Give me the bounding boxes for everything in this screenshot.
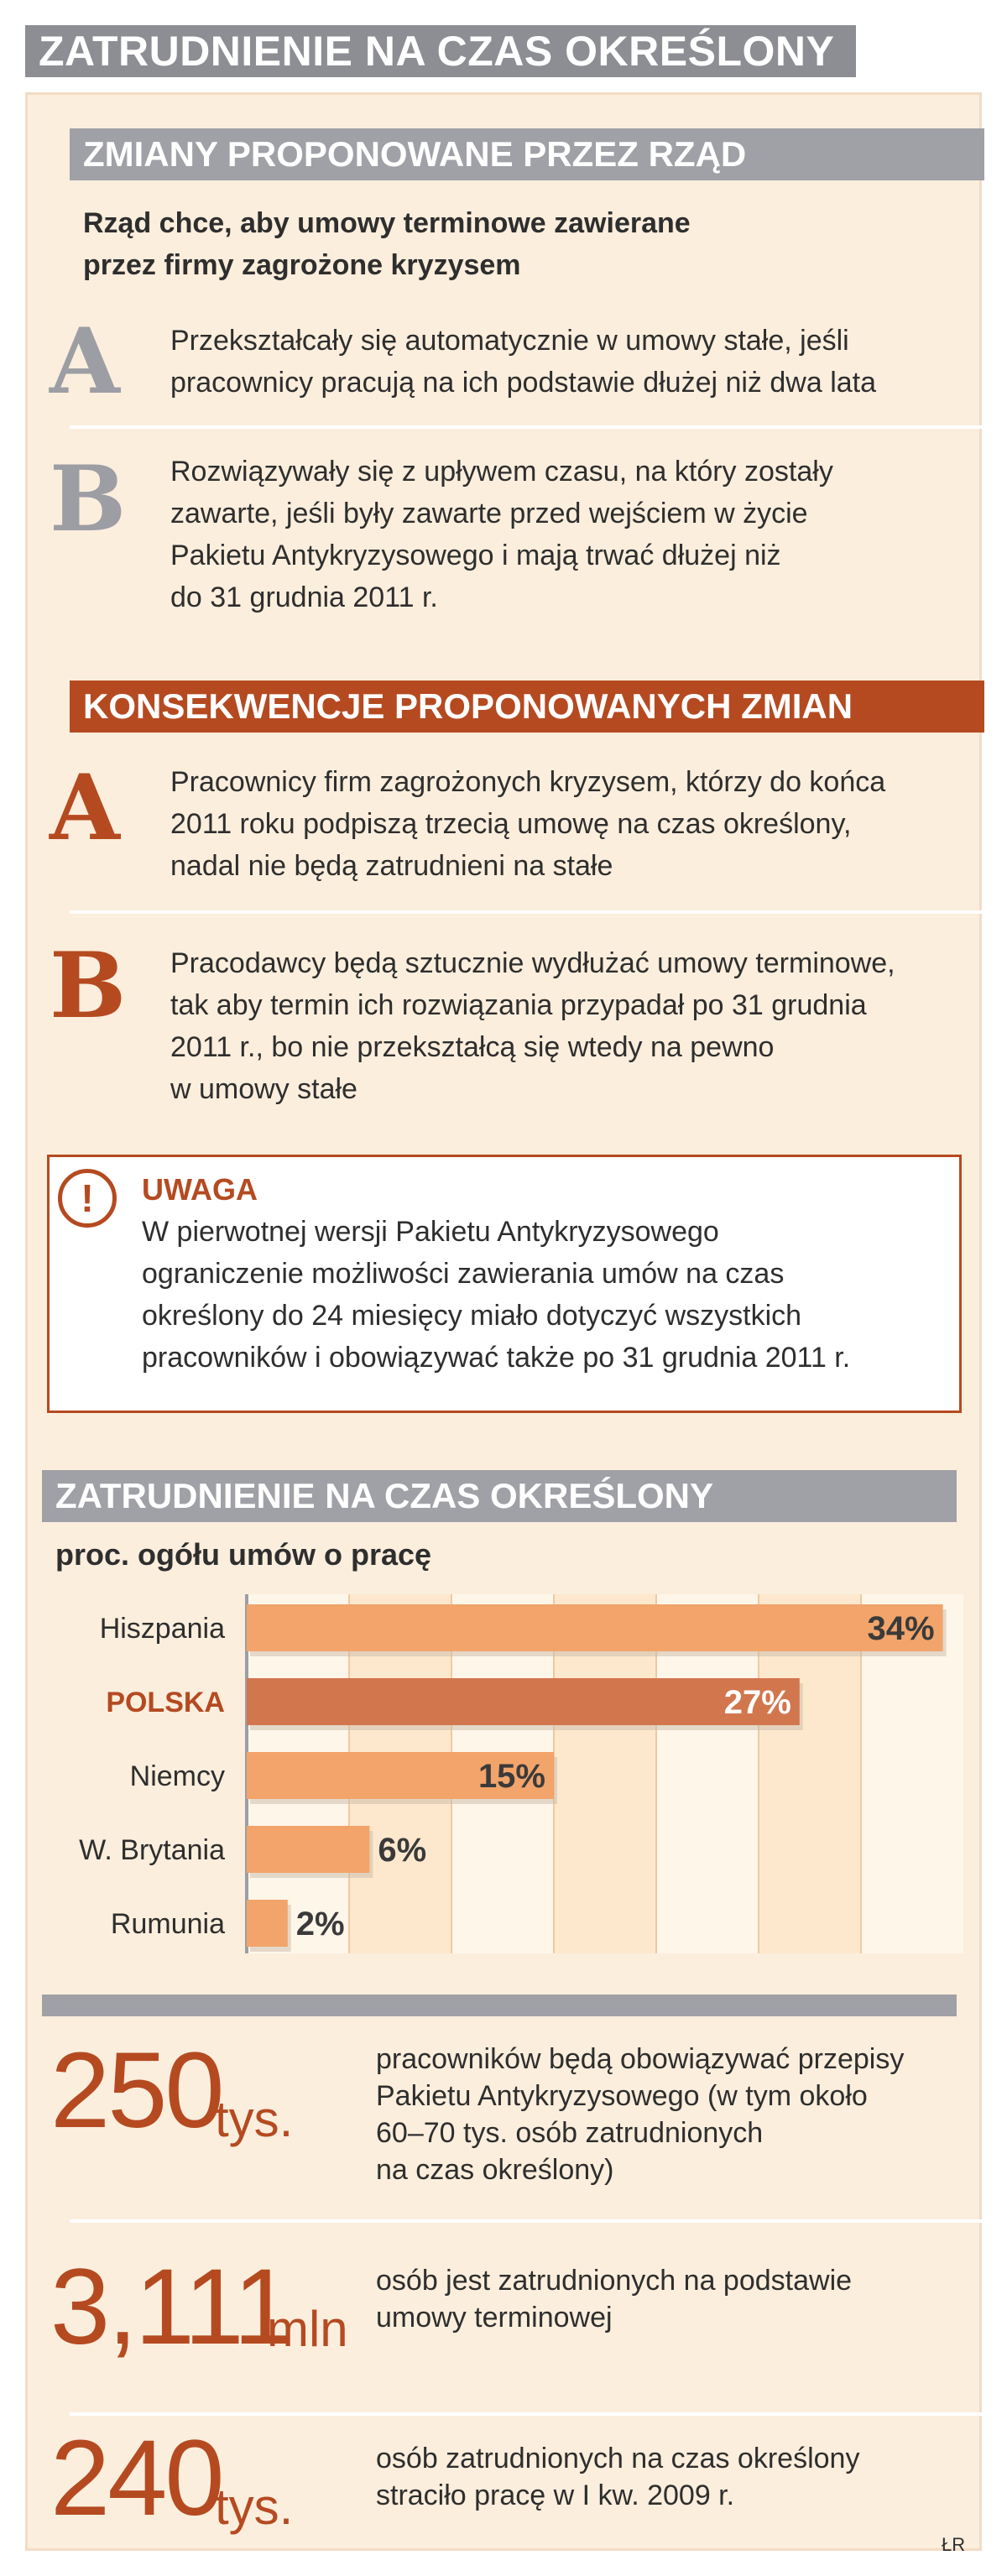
- category-label: Rumunia: [110, 1908, 225, 1940]
- item-line: w umowy stałe: [170, 1073, 357, 1105]
- item-line: Rozwiązywały się z upływem czasu, na który zostały: [170, 456, 833, 488]
- item-line: Przekształcały się automatycznie w umowy stałe, jeśli: [170, 325, 849, 357]
- note-line: pracowników i obowiązywać także po 31 grudnia 2011 r.: [142, 1342, 851, 1374]
- item-line: Pakietu Antykryzysowego i mają trwać dłużej niż: [170, 540, 781, 571]
- bar: [247, 1604, 943, 1651]
- chart-subtitle: proc. ogółu umów o pracę: [55, 1537, 432, 1572]
- value-label: 27%: [723, 1684, 791, 1721]
- item-line: nadal nie będą zatrudnieni na stałe: [170, 850, 613, 882]
- category-label: Niemcy: [129, 1760, 225, 1792]
- section-heading-consequences: KONSEKWENCJE PROPONOWANYCH ZMIAN: [70, 681, 984, 733]
- stat-description: [376, 2262, 963, 2336]
- note-line: W pierwotnej wersji Pakietu Antykryzysowego: [142, 1216, 719, 1248]
- stat-unit: tys.: [215, 2479, 294, 2535]
- page-title: ZATRUDNIENIE NA CZAS OKREŚLONY: [25, 25, 856, 77]
- value-label: 6%: [378, 1832, 427, 1869]
- bar: [247, 1826, 369, 1873]
- stat-line: na czas określony): [376, 2154, 614, 2186]
- item-line: tak aby termin ich rozwiązania przypadał po 31 grudnia: [170, 989, 867, 1021]
- stat-number: 250: [50, 2031, 222, 2151]
- stat-line: osób jest zatrudnionych na podstawie: [376, 2265, 853, 2297]
- separator-bar: [42, 1995, 957, 2016]
- item-line: 2011 roku podpiszą trzecią umowę na czas określony,: [170, 808, 852, 840]
- note-line: ograniczenie możliwości zawierania umów na czas: [142, 1258, 785, 1290]
- stat-line: 60–70 tys. osób zatrudnionych: [376, 2117, 764, 2149]
- item-letter-b: B: [50, 933, 127, 1039]
- note-line: określony do 24 miesięcy miało dotyczyć wszystkich: [142, 1300, 802, 1332]
- stat-line: straciło pracę w I kw. 2009 r.: [376, 2480, 735, 2511]
- category-label: W. Brytania: [79, 1834, 225, 1866]
- stat-description: [376, 2440, 963, 2514]
- exclamation-circle-icon: !: [58, 1169, 117, 1228]
- author-credit: ŁR: [942, 2534, 966, 2555]
- bar: [247, 1900, 288, 1947]
- stat-unit: mln: [267, 2301, 348, 2357]
- item-line: 2011 r., bo nie przekształcą się wtedy na pewno: [170, 1031, 775, 1063]
- item-line: zawarte, jeśli były zawarte przed wejściem w życie: [170, 498, 808, 529]
- stat-line: Pakietu Antykryzysowego (w tym około: [376, 2080, 868, 2112]
- stat-unit: tys.: [215, 2091, 294, 2147]
- item-line: pracownicy pracują na ich podstawie dłużej niż dwa lata: [170, 367, 877, 399]
- value-label: 15%: [477, 1758, 545, 1795]
- intro-line: przez firmy zagrożone kryzysem: [83, 249, 521, 281]
- stat-number: 240: [50, 2418, 222, 2538]
- item-line: Pracodawcy będą sztucznie wydłużać umowy terminowe,: [170, 947, 895, 979]
- bar: [247, 1678, 800, 1725]
- stat-line: umowy terminowej: [376, 2302, 613, 2334]
- stat-line: pracowników będą obowiązywać przepisy: [376, 2043, 905, 2075]
- category-label: Hiszpania: [99, 1613, 225, 1645]
- value-label: 34%: [867, 1610, 935, 1647]
- section-heading-chart: ZATRUDNIENIE NA CZAS OKREŚLONY: [42, 1470, 957, 1522]
- item-letter-a: A: [50, 309, 120, 415]
- category-label: POLSKA: [106, 1687, 225, 1718]
- stat-description: [376, 2041, 963, 2188]
- item-line: Pracownicy firm zagrożonych kryzysem, którzy do końca: [170, 766, 886, 798]
- stat-line: osób zatrudnionych na czas określony: [376, 2443, 860, 2474]
- value-label: 2%: [295, 1906, 345, 1942]
- item-letter-a: A: [50, 755, 120, 861]
- stat-number: 3,111: [50, 2247, 291, 2367]
- intro-line: Rząd chce, aby umowy terminowe zawierane: [83, 207, 691, 239]
- item-letter-b: B: [50, 446, 127, 552]
- note-title: UWAGA: [142, 1172, 258, 1207]
- item-line: do 31 grudnia 2011 r.: [170, 581, 438, 613]
- section-heading-changes: ZMIANY PROPONOWANE PRZEZ RZĄD: [70, 128, 984, 180]
